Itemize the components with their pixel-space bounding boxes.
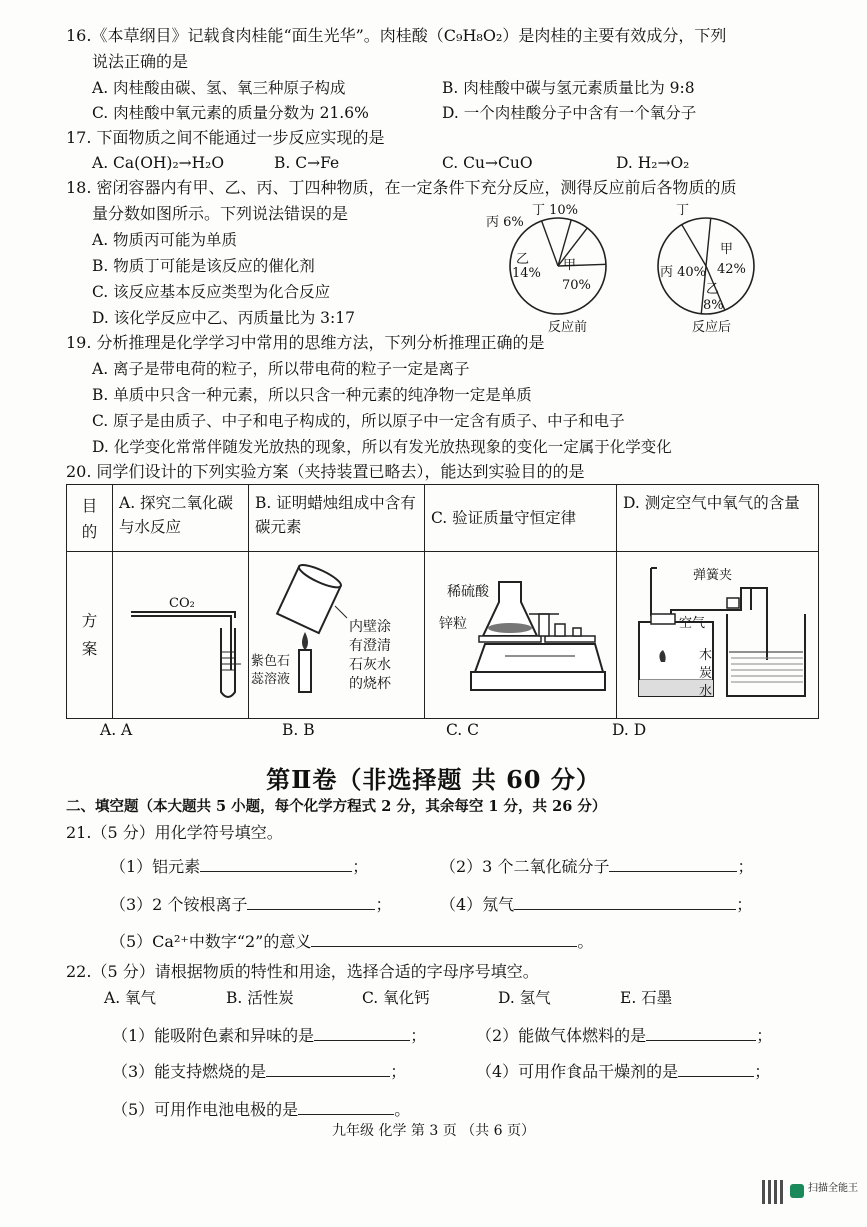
- part-heading: 二、填空题（本大题共 5 小题，每个化学方程式 2 分，其余每空 1 分，共 26 分）: [66, 798, 607, 815]
- beaker-note-4: 的烧杯: [349, 676, 391, 692]
- pie-before-label-yi-value: 14%: [512, 266, 541, 281]
- q18-stem-line1: 18. 密闭容器内有甲、乙、丙、丁四种物质，在一定条件下充分反应，测得反应前后各物质的质: [66, 178, 737, 197]
- pie-slice-boundary-丁: [542, 221, 558, 266]
- pie-after-caption: 反应后: [692, 320, 732, 335]
- q21-blank-4[interactable]: [514, 893, 736, 910]
- pie-after-label-bing: 丙 40%: [660, 265, 707, 280]
- q22-choice-d: D. 氢气: [498, 989, 551, 1007]
- pie-before-label-ding: 丁 10%: [532, 203, 579, 218]
- q18-option-d: D. 该化学反应中乙、丙质量比为 3:17: [92, 309, 355, 327]
- air-label: 空气: [679, 616, 706, 631]
- q20-stem: 20. 同学们设计的下列实验方案（夹持装置已略去），能达到实验目的的是: [66, 462, 585, 481]
- beaker-note-2: 有澄清: [349, 638, 391, 654]
- scanner-badge: 扫描全能王: [808, 1183, 858, 1194]
- litmus-label-2: 蕊溶液: [251, 672, 291, 687]
- q18-stem-line2: 量分数如图所示。下列说法错误的是: [92, 204, 349, 223]
- q16-option-c: C. 肉桂酸中氧元素的质量分数为 21.6%: [92, 104, 369, 122]
- qr-code-icon: [762, 1180, 786, 1204]
- q22-blank-2[interactable]: [646, 1024, 756, 1041]
- scheme-a-cell: [113, 552, 291, 719]
- q16-option-a: A. 肉桂酸由碳、氢、氧三种原子构成: [92, 79, 346, 97]
- scheme-d-cell: [617, 552, 819, 719]
- q19-option-a: A. 离子是带电荷的粒子，所以带电荷的粒子一定是离子: [92, 360, 470, 378]
- q22-choice-b: B. 活性炭: [226, 989, 294, 1007]
- test-tube-apparatus-icon: [113, 552, 249, 719]
- q18-option-a: A. 物质丙可能为单质: [92, 231, 238, 249]
- q16-stem-line2: 说法正确的是: [92, 52, 189, 71]
- water-label: 水: [699, 684, 713, 699]
- candle-beaker-icon: [249, 552, 425, 719]
- q22-stem: 22.（5 分）请根据物质的特性和用途，选择合适的字母序号填空。: [66, 962, 539, 981]
- q21-blank-3[interactable]: [247, 893, 375, 910]
- litmus-label-1: 紫色石: [251, 654, 291, 669]
- scheme-b-cell: [249, 552, 425, 719]
- pie-after-label-ding: 丁: [676, 203, 690, 218]
- q21-blank-2[interactable]: [609, 855, 737, 872]
- q22-item-5: （5）可用作电池电极的是 。: [112, 1100, 411, 1119]
- q20-option-c: C. C: [446, 721, 480, 739]
- scheme-c-cell: [425, 552, 617, 719]
- q17-option-b: B. C→Fe: [274, 154, 340, 172]
- table-head-d: D. 测定空气中氧气的含量: [617, 485, 819, 552]
- q17-stem: 17. 下面物质之间不能通过一步反应实现的是: [66, 128, 385, 147]
- pie-after-label-yi: 乙: [706, 282, 720, 297]
- q18-option-b: B. 物质丁可能是该反应的催化剂: [92, 257, 315, 275]
- q16-stem-line1: 16.《本草纲目》记载食肉桂能“面生光华”。肉桂酸（C₉H₈O₂）是肉桂的主要有效成分，下列: [66, 26, 727, 45]
- pie-before-label-jia: 甲: [563, 258, 577, 273]
- q18-option-c: C. 该反应基本反应类型为化合反应: [92, 283, 331, 301]
- clip-label: 弹簧夹: [693, 568, 733, 583]
- q21-item-4: （4）氖气 ；: [440, 895, 753, 914]
- balance-flask-icon: [425, 552, 617, 719]
- pie-before-label-yi: 乙: [516, 252, 530, 267]
- scanner-logo-icon: [790, 1184, 804, 1198]
- q21-blank-5[interactable]: [311, 930, 577, 947]
- q22-item-4: （4）可用作食品干燥剂的是 ；: [476, 1062, 771, 1081]
- q16-option-d: D. 一个肉桂酸分子中含有一个氧分子: [442, 104, 697, 122]
- pie-before-label-bing: 丙 6%: [486, 215, 524, 230]
- beaker-note-1: 内壁涂: [349, 619, 391, 635]
- q22-blank-4[interactable]: [678, 1060, 754, 1077]
- table-head-label: 目的: [67, 485, 113, 552]
- q20-experiment-table: [66, 484, 819, 719]
- q19-option-d: D. 化学变化常常伴随发光放热的现象，所以有发光放热现象的变化一定属于化学变化: [92, 438, 672, 456]
- q20-option-b: B. B: [282, 721, 315, 739]
- q21-stem: 21.（5 分）用化学符号填空。: [66, 823, 283, 842]
- q20-option-a: A. A: [100, 721, 133, 739]
- q21-item-2: （2）3 个二氧化硫分子 ；: [440, 857, 754, 876]
- q22-choice-e: E. 石墨: [620, 989, 673, 1007]
- q22-item-2: （2）能做气体燃料的是 ；: [476, 1026, 773, 1045]
- q22-blank-1[interactable]: [314, 1024, 410, 1041]
- q21-blank-1[interactable]: [200, 855, 352, 872]
- q21-item-5: （5）Ca²⁺中数字“2”的意义 。: [110, 932, 594, 951]
- beaker-note-3: 石灰水: [349, 657, 391, 673]
- q19-option-b: B. 单质中只含一种元素，所以只含一种元素的纯净物一定是单质: [92, 386, 532, 404]
- table-row-label: 方案: [67, 552, 113, 719]
- charcoal-label-2: 炭: [699, 666, 713, 681]
- q22-choice-a: A. 氧气: [104, 989, 157, 1007]
- pie-after-label-jia-value: 42%: [717, 262, 746, 277]
- q16-option-b: B. 肉桂酸中碳与氢元素质量比为 9:8: [442, 79, 695, 97]
- q21-item-3: （3）2 个铵根离子 ；: [110, 895, 392, 914]
- table-head-c: C. 验证质量守恒定律: [425, 485, 617, 552]
- q17-option-c: C. Cu→CuO: [442, 154, 533, 172]
- pie-before-label-jia-value: 70%: [562, 278, 591, 293]
- pie-after-label-jia: 甲: [720, 242, 734, 257]
- q17-option-a: A. Ca(OH)₂→H₂O: [92, 154, 225, 172]
- charcoal-label-1: 木: [699, 648, 713, 663]
- page-footer: 九年级 化学 第 3 页 （共 6 页）: [332, 1123, 535, 1139]
- q21-item-1: （1）铝元素 ；: [110, 857, 369, 876]
- pie-before-caption: 反应前: [548, 320, 588, 335]
- table-head-a: A. 探究二氧化碳与水反应: [113, 485, 249, 552]
- q22-item-3: （3）能支持燃烧的是 ；: [112, 1062, 407, 1081]
- acid-label: 稀硫酸: [447, 584, 489, 600]
- zinc-label: 锌粒: [439, 616, 467, 632]
- q22-choice-c: C. 氧化钙: [362, 989, 430, 1007]
- q19-option-c: C. 原子是由质子、中子和电子构成的，所以原子中一定含有质子、中子和电子: [92, 412, 625, 430]
- q19-stem: 19. 分析推理是化学学习中常用的思维方法，下列分析推理正确的是: [66, 333, 545, 352]
- co2-label: CO₂: [169, 596, 195, 611]
- pie-slice-boundary-甲: [706, 218, 711, 266]
- q20-option-d: D. D: [612, 721, 647, 739]
- pie-slice-boundary-丁: [682, 225, 706, 266]
- q17-option-d: D. H₂→O₂: [616, 154, 690, 172]
- q22-blank-5[interactable]: [298, 1098, 394, 1115]
- pie-after-label-yi-value: 8%: [703, 298, 724, 313]
- table-head-b: B. 证明蜡烛组成中含有碳元素: [249, 485, 425, 552]
- q22-item-1: （1）能吸附色素和异味的是 ；: [112, 1026, 427, 1045]
- section-title: 第Ⅱ卷（非选择题 共 60 分）: [266, 765, 601, 794]
- q22-blank-3[interactable]: [266, 1060, 390, 1077]
